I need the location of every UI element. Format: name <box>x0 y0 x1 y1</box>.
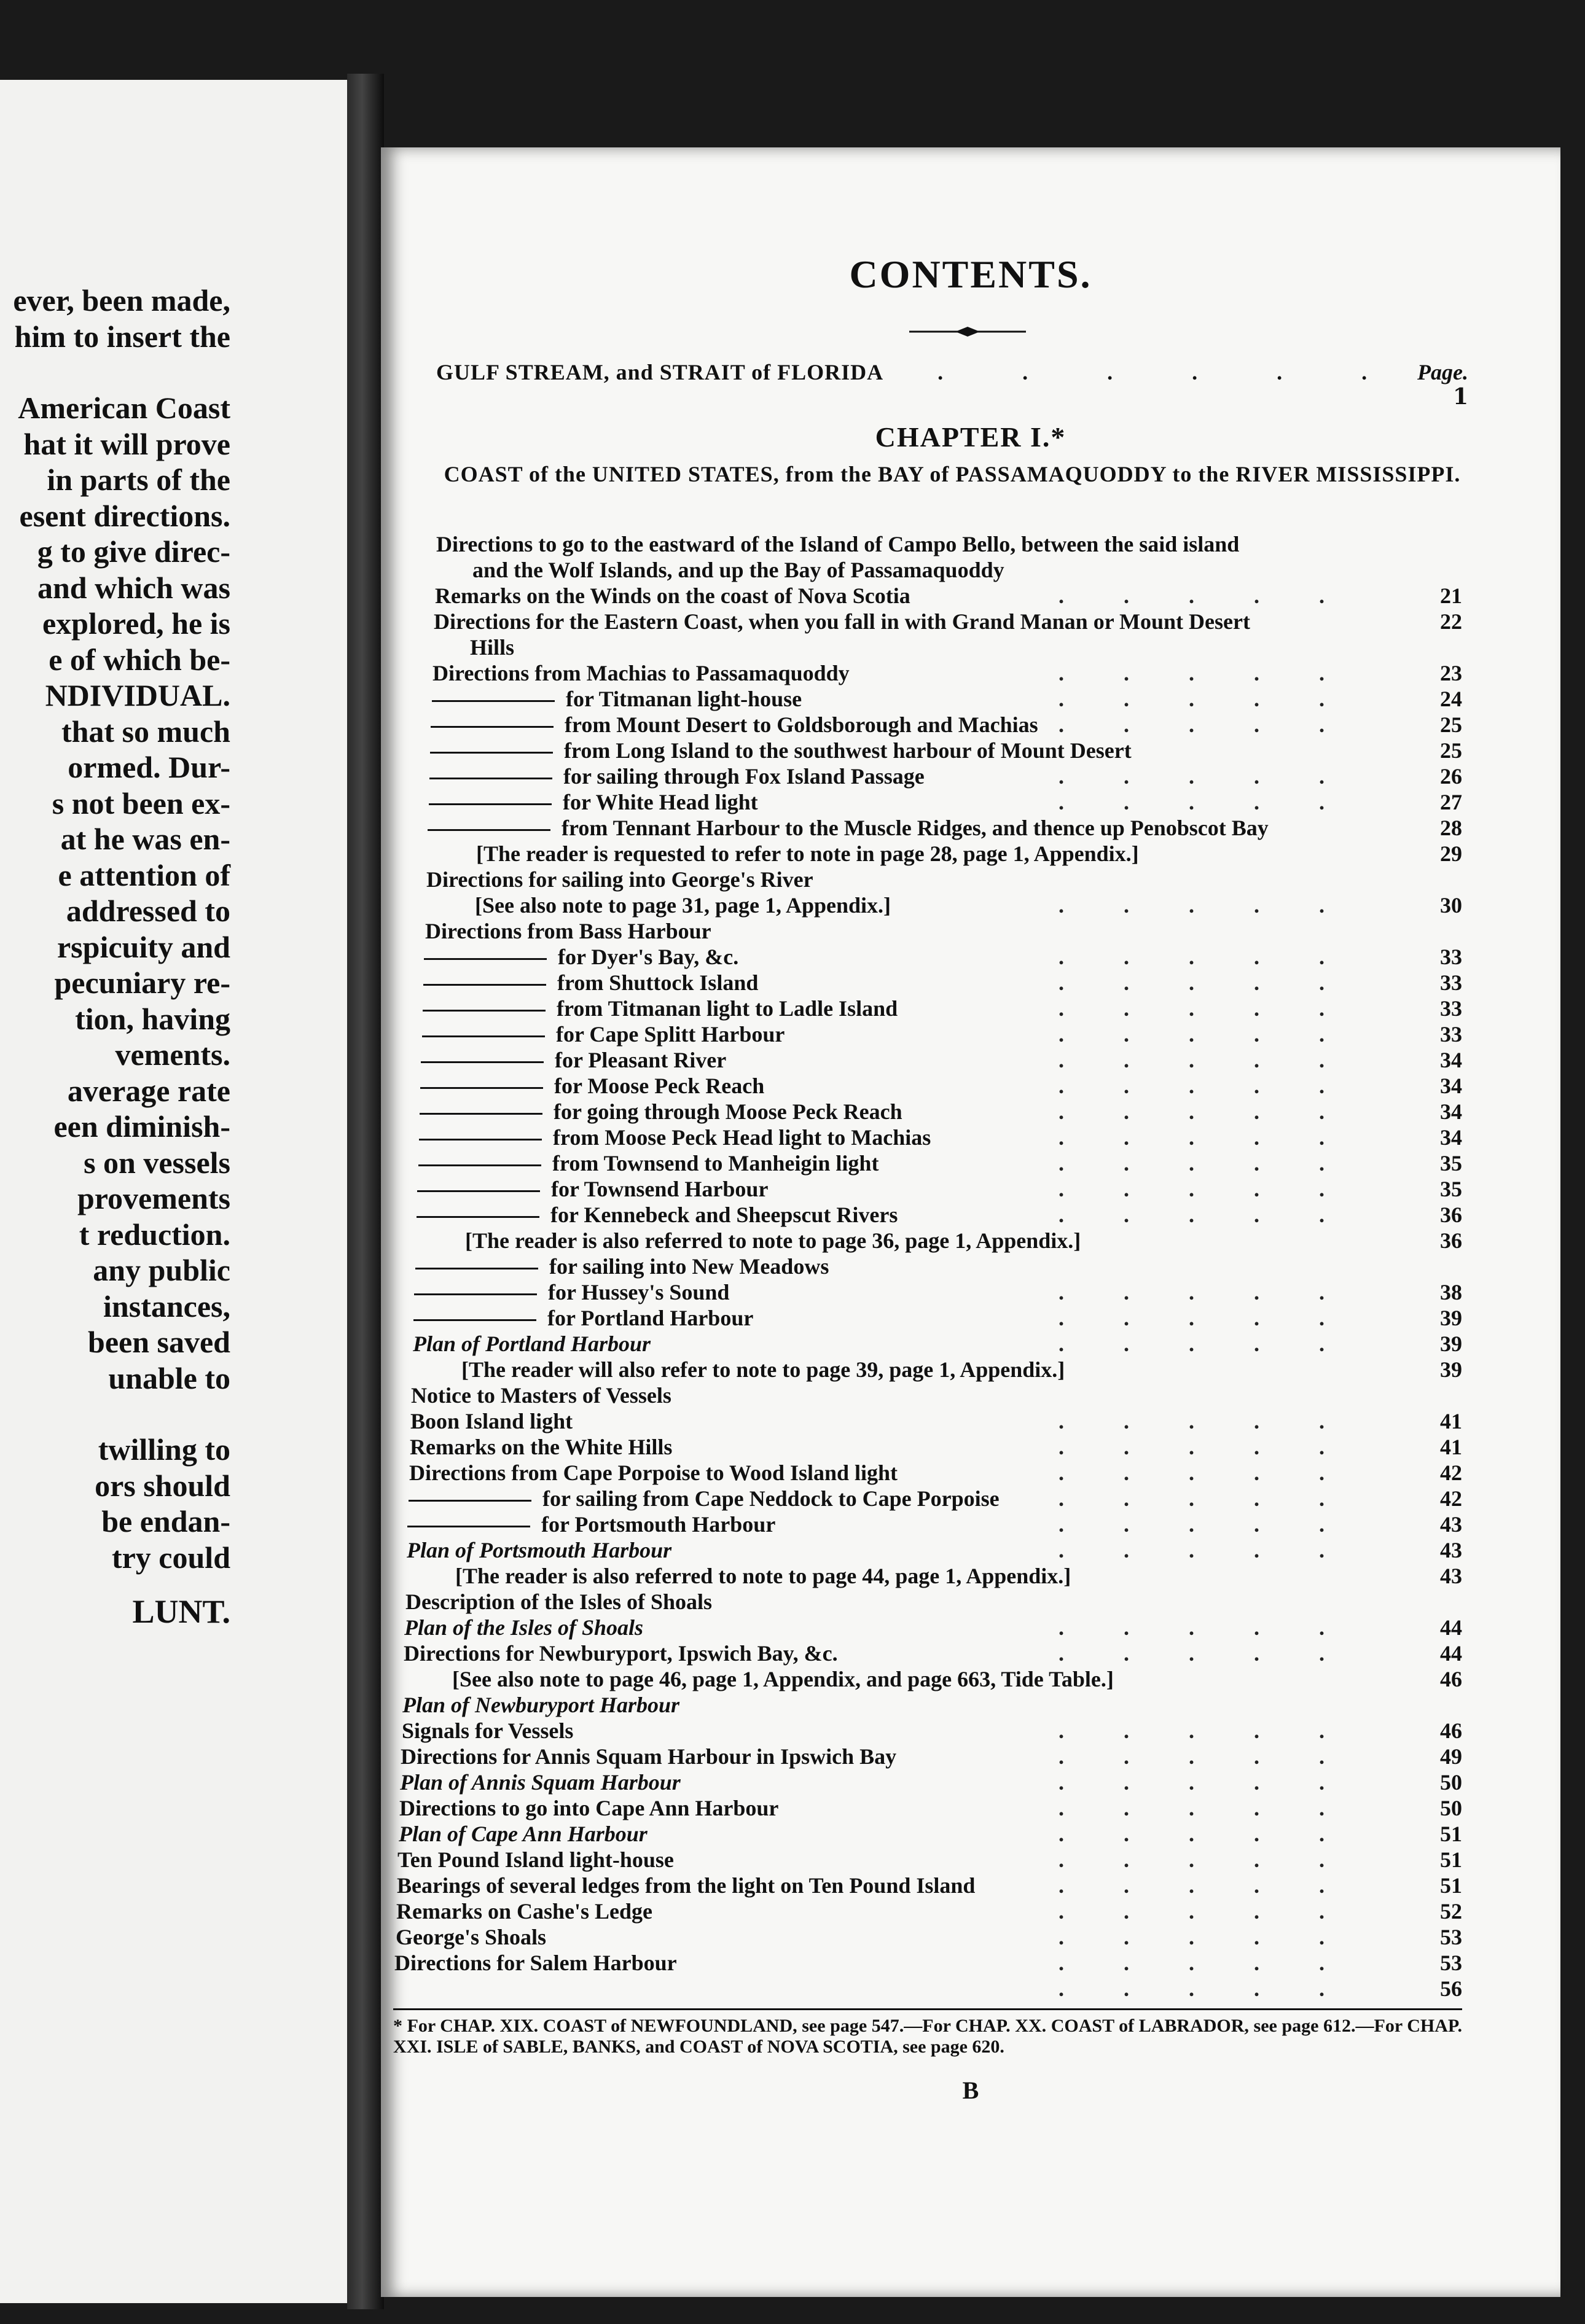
left-page-line: t reduction. <box>79 1217 230 1252</box>
entry-page-number: 34 <box>1440 1099 1462 1124</box>
contents-entry <box>381 1795 1560 1821</box>
left-page-line: een diminish- <box>53 1109 230 1144</box>
entry-page-number: 25 <box>1440 712 1462 737</box>
contents-entry <box>381 1331 1560 1357</box>
ditto-dash <box>429 778 552 779</box>
leader-dots: . . . . . <box>1059 1074 1352 1098</box>
entry-page-number: 46 <box>1440 1667 1462 1691</box>
leader-dots: . . . . . <box>1059 945 1352 969</box>
contents-entry <box>381 1047 1560 1073</box>
entry-page-number: 42 <box>1440 1460 1462 1485</box>
leader-dots: . . . . . <box>1059 970 1352 995</box>
left-page-line: rspicuity and <box>57 929 230 964</box>
entry-page-number: 41 <box>1440 1409 1462 1433</box>
entry-page-number: 24 <box>1440 687 1462 711</box>
entry-text: Remarks on Cashe's Ledge <box>396 1899 653 1924</box>
leader-dots: . . . . . <box>1059 1744 1352 1769</box>
entry-page-number: 33 <box>1440 945 1462 969</box>
contents-entry <box>381 1511 1560 1537</box>
left-page-line: him to insert the <box>14 319 230 354</box>
leader-dots: . . . . . <box>1059 1718 1352 1743</box>
ditto-dash <box>429 803 552 805</box>
left-page-line: explored, he is <box>42 606 230 641</box>
leader-dots: . . . . . <box>1059 1435 1352 1459</box>
contents-entry <box>381 996 1560 1021</box>
contents-entry <box>381 1021 1560 1047</box>
entry-text: Directions to go into Cape Ann Harbour <box>399 1796 779 1820</box>
contents-entry <box>381 1692 1560 1718</box>
entry-text: [See also note to page 46, page 1, Appendix, and page 663, Tide Table.] <box>452 1667 1114 1691</box>
left-page-line: average rate <box>67 1073 230 1108</box>
entry-page-number: 22 <box>1440 609 1462 634</box>
contents-entry <box>381 634 1560 660</box>
entry-page-number: 52 <box>1440 1899 1462 1924</box>
leader-dots: . . . . . <box>1059 1873 1352 1898</box>
left-page-line: instances, <box>103 1289 230 1324</box>
gulf-stream-page: 1 <box>1452 384 1468 410</box>
contents-entry <box>381 763 1560 789</box>
entry-text: and the Wolf Islands, and up the Bay of Passamaquoddy <box>472 558 1004 582</box>
left-page-line <box>0 354 230 390</box>
leader-dots: . . . . . <box>1059 1177 1352 1201</box>
entry-page-number: 51 <box>1440 1847 1462 1872</box>
entry-page-number: 44 <box>1440 1641 1462 1666</box>
title-ornament-icon <box>909 326 1026 338</box>
leader-dots: . . . . . <box>1059 1332 1352 1356</box>
leader-dots: . . . . . <box>1059 764 1352 789</box>
leader-dots: . . . . . <box>1059 1151 1352 1176</box>
leader-dots: . . . . . <box>1059 1409 1352 1433</box>
entry-text: Directions from Bass Harbour <box>425 919 711 943</box>
entry-page-number: 56 <box>1440 1976 1462 2001</box>
entry-page-number: 43 <box>1440 1564 1462 1588</box>
entry-text: for going through Moose Peck Reach <box>554 1099 902 1124</box>
entry-page-number: 50 <box>1440 1796 1462 1820</box>
leader-dots: . . . . . <box>1059 1951 1352 1975</box>
chapter-title: CHAPTER I.* <box>875 421 1066 453</box>
entry-text: Signals for Vessels <box>402 1718 574 1743</box>
leader-dots: . . . . . <box>1059 1615 1352 1640</box>
entry-text: Directions for Annis Squam Harbour in Ipswich Bay <box>401 1744 897 1769</box>
entry-page-number: 51 <box>1440 1873 1462 1898</box>
contents-entry <box>381 1202 1560 1228</box>
entry-page-number: 39 <box>1440 1332 1462 1356</box>
left-facing-page <box>0 80 347 2303</box>
left-page-line: e attention of <box>58 857 230 892</box>
entry-text: Bearings of several ledges from the light on Ten Pound Island <box>397 1873 976 1898</box>
left-page-line: s on vessels <box>84 1145 230 1180</box>
entry-text: for sailing into New Meadows <box>549 1254 829 1279</box>
entry-page-number: 53 <box>1440 1951 1462 1975</box>
leader-dots: . . . . . <box>1059 1125 1352 1150</box>
leader-dots: . . . . . <box>1059 1899 1352 1924</box>
contents-entry <box>381 815 1560 841</box>
entry-text: Directions for Newburyport, Ipswich Bay, &c. <box>404 1641 838 1666</box>
leader-dots: . . . . . <box>1059 1280 1352 1304</box>
contents-entry <box>381 1615 1560 1640</box>
left-page-line <box>0 1396 230 1432</box>
leader-dots: . . . . . <box>1059 583 1352 608</box>
contents-entry <box>381 1382 1560 1408</box>
contents-entry <box>381 1744 1560 1769</box>
contents-entry <box>381 686 1560 712</box>
entry-text: Hills <box>470 635 515 660</box>
entry-page-number: 50 <box>1440 1770 1462 1795</box>
entry-text: Description of the Isles of Shoals <box>405 1589 713 1614</box>
entry-text: Plan of Newburyport Harbour <box>402 1693 680 1717</box>
entry-page-number: 29 <box>1440 841 1462 866</box>
left-page-line: hat it will prove <box>23 426 230 461</box>
entry-page-number: 27 <box>1440 790 1462 814</box>
entry-text: [The reader will also refer to note to page 39, page 1, Appendix.] <box>461 1357 1065 1382</box>
contents-entry <box>381 1486 1560 1511</box>
left-page-line: s not been ex- <box>52 786 230 821</box>
entry-page-number: 33 <box>1440 996 1462 1021</box>
entry-text: from Long Island to the southwest harbour of Mount Desert <box>564 738 1132 763</box>
leader-dots: . . . . . <box>1059 1306 1352 1330</box>
entry-text: for Portsmouth Harbour <box>541 1512 776 1537</box>
contents-entry <box>381 1125 1560 1150</box>
contents-entry <box>381 738 1560 763</box>
left-page-line: try could <box>111 1540 230 1575</box>
entry-text: Remarks on the Winds on the coast of Nova Scotia <box>435 583 910 608</box>
leader-dots: . . . . . <box>1059 1847 1352 1872</box>
entry-page-number: 51 <box>1440 1822 1462 1846</box>
contents-entry <box>381 1460 1560 1486</box>
left-page-line: tion, having <box>75 1001 230 1036</box>
entry-text: for Moose Peck Reach <box>554 1074 765 1098</box>
entry-text: Plan of Portland Harbour <box>413 1332 651 1356</box>
contents-entry <box>381 557 1560 583</box>
entry-page-number: 39 <box>1440 1306 1462 1330</box>
entry-text: Directions from Cape Porpoise to Wood Island light <box>409 1460 898 1485</box>
entry-text: for Kennebeck and Sheepscut Rivers <box>550 1203 898 1227</box>
entry-text: [The reader is also referred to note to page 44, page 1, Appendix.] <box>455 1564 1071 1588</box>
contents-entry <box>381 1873 1560 1898</box>
gulf-stream-text: GULF STREAM, and STRAIT of FLORIDA <box>436 360 883 384</box>
left-page-text <box>0 283 230 1630</box>
ditto-dash <box>422 1035 545 1037</box>
contents-entry <box>381 789 1560 815</box>
leader-dots: . . . . . <box>1059 1925 1352 1949</box>
contents-entry <box>381 1537 1560 1563</box>
leader-dots: . . . . . <box>1059 1048 1352 1072</box>
entry-text: [The reader is also referred to note to page 36, page 1, Appendix.] <box>465 1228 1081 1253</box>
entry-text: Plan of Cape Ann Harbour <box>399 1822 648 1846</box>
ditto-dash <box>407 1526 530 1527</box>
entry-text: Plan of Portsmouth Harbour <box>407 1538 672 1562</box>
contents-entry <box>381 918 1560 944</box>
contents-entry <box>381 1589 1560 1615</box>
ditto-dash <box>413 1319 536 1321</box>
contents-entry <box>381 1176 1560 1202</box>
contents-entry <box>381 609 1560 634</box>
left-page-line: e of which be- <box>49 642 230 677</box>
entry-text: Directions from Machias to Passamaquoddy <box>432 661 850 685</box>
leader-dots: . . . . . <box>1059 1822 1352 1846</box>
ditto-dash <box>417 1190 540 1192</box>
contents-entry <box>381 1563 1560 1589</box>
entry-text: Notice to Masters of Vessels <box>411 1383 671 1408</box>
ditto-dash <box>432 700 555 702</box>
leader-dots: . . . . . <box>1059 1512 1352 1537</box>
entry-text: Directions for Salem Harbour <box>394 1951 677 1975</box>
leader-dots: . . . . . <box>1059 1460 1352 1485</box>
contents-entry <box>381 1718 1560 1744</box>
entry-text: from Shuttock Island <box>557 970 759 995</box>
entry-text: for Pleasant River <box>555 1048 727 1072</box>
entry-page-number: 41 <box>1440 1435 1462 1459</box>
ditto-dash <box>417 1216 539 1218</box>
contents-entry <box>381 1950 1560 1976</box>
contents-entry <box>381 1434 1560 1460</box>
entry-page-number: 42 <box>1440 1486 1462 1511</box>
leader-dots: . . . . . <box>1059 1641 1352 1666</box>
entry-text: Plan of the Isles of Shoals <box>404 1615 644 1640</box>
entry-page-number: 43 <box>1440 1538 1462 1562</box>
leader-dots: . . . . . <box>1059 1796 1352 1820</box>
entry-text: for White Head light <box>563 790 758 814</box>
footnote-text: * For CHAP. XIX. COAST of NEWFOUNDLAND, see page 547.—For CHAP. XX. COAST of LABRADOR, see page 612.—For CHAP. XXI. ISLE of SABLE, BANKS, and COAST of NOVA SCOTIA, see page 620. <box>393 2016 1462 2057</box>
entry-text: for Cape Splitt Harbour <box>556 1022 785 1047</box>
leader-dots: . . . . . <box>1059 790 1352 814</box>
entry-text: Plan of Annis Squam Harbour <box>400 1770 681 1795</box>
ditto-dash <box>420 1113 542 1115</box>
contents-entry <box>381 1821 1560 1847</box>
contents-entry <box>381 1640 1560 1666</box>
leader-dots: . . . . . <box>1059 893 1352 918</box>
left-page-line: American Coast <box>18 391 230 425</box>
leader-dots: . . . . . <box>1059 1203 1352 1227</box>
page-title: CONTENTS. <box>849 252 1092 296</box>
ditto-dash <box>420 1087 543 1089</box>
contents-entry <box>381 531 1560 557</box>
entry-page-number: 38 <box>1440 1280 1462 1304</box>
left-page-line: pecuniary re- <box>54 965 230 1000</box>
entry-text: from Tennant Harbour to the Muscle Ridges, and thence up Penobscot Bay <box>562 816 1269 840</box>
contents-entry <box>381 1150 1560 1176</box>
entry-page-number: 34 <box>1440 1125 1462 1150</box>
leader-dots: . . . . . <box>1059 1022 1352 1047</box>
contents-entry <box>381 970 1560 996</box>
entry-page-number: 34 <box>1440 1074 1462 1098</box>
entry-text: [The reader is requested to refer to note in page 28, page 1, Appendix.] <box>476 841 1139 866</box>
ditto-dash <box>430 752 553 754</box>
entry-text: for Portland Harbour <box>547 1306 754 1330</box>
entry-page-number: 30 <box>1440 893 1462 918</box>
book-spine <box>347 74 384 2309</box>
contents-entry <box>381 867 1560 892</box>
gulf-stream-entry: GULF STREAM, and STRAIT of FLORIDA . . . . . . <box>436 360 1404 384</box>
ditto-dash <box>414 1293 537 1295</box>
entry-page-number: 21 <box>1440 583 1462 608</box>
entry-text: [See also note to page 31, page 1, Appendix.] <box>475 893 891 918</box>
left-page-line: been saved <box>88 1325 230 1359</box>
entry-text: from Mount Desert to Goldsborough and Machias <box>565 712 1038 737</box>
entry-page-number: 36 <box>1440 1203 1462 1227</box>
entry-page-number: 25 <box>1440 738 1462 763</box>
left-page-line: ever, been made, <box>13 283 230 318</box>
entry-text: Boon Island light <box>410 1409 573 1433</box>
entry-text: for Townsend Harbour <box>551 1177 769 1201</box>
left-page-line: g to give direc- <box>37 534 230 569</box>
contents-entry <box>381 1408 1560 1434</box>
page-column-header: Page. <box>1417 360 1468 384</box>
left-page-line: and which was <box>37 570 230 605</box>
entry-page-number: 26 <box>1440 764 1462 789</box>
leader-dots: . . . . . <box>1059 661 1352 685</box>
contents-entry <box>381 1898 1560 1924</box>
entry-text: Ten Pound Island light-house <box>397 1847 674 1872</box>
left-page-line: addressed to <box>66 894 230 928</box>
left-page-signature: LUNT. <box>132 1593 230 1630</box>
leader-dots: . . . . . <box>1059 1538 1352 1562</box>
leader-dots: . . . . . <box>1059 687 1352 711</box>
entry-text: for Titmanan light-house <box>566 687 802 711</box>
contents-entry <box>381 660 1560 686</box>
contents-entry <box>381 583 1560 609</box>
entry-page-number: 53 <box>1440 1925 1462 1949</box>
left-page-line: vements. <box>115 1037 230 1072</box>
entry-text: for sailing from Cape Neddock to Cape Porpoise <box>542 1486 1000 1511</box>
ditto-dash <box>424 958 547 960</box>
contents-entry <box>381 1305 1560 1331</box>
entry-page-number: 36 <box>1440 1228 1462 1253</box>
entry-page-number: 44 <box>1440 1615 1462 1640</box>
footnote-rule <box>393 2008 1462 2010</box>
entry-page-number: 33 <box>1440 1022 1462 1047</box>
left-page-line: ormed. Dur- <box>68 750 230 784</box>
left-page-line: twilling to <box>98 1432 230 1467</box>
entry-text: from Titmanan light to Ladle Island <box>557 996 898 1021</box>
entry-page-number: 33 <box>1440 970 1462 995</box>
contents-page <box>381 147 1560 2297</box>
entry-page-number: 28 <box>1440 816 1462 840</box>
contents-entry <box>381 1924 1560 1950</box>
contents-entry <box>381 1099 1560 1125</box>
contents-entry <box>381 944 1560 970</box>
entry-page-number: 49 <box>1440 1744 1462 1769</box>
ditto-dash <box>418 1164 541 1166</box>
entry-page-number: 43 <box>1440 1512 1462 1537</box>
left-page-line: NDIVIDUAL. <box>45 678 230 712</box>
entry-text: for sailing through Fox Island Passage <box>563 764 925 789</box>
left-page-line: esent directions. <box>19 498 230 533</box>
left-page-line: at he was en- <box>60 822 230 856</box>
contents-entry <box>381 1769 1560 1795</box>
ditto-dash <box>423 1010 546 1012</box>
entry-page-number: 35 <box>1440 1177 1462 1201</box>
contents-entry <box>381 1279 1560 1305</box>
entry-page-number: 34 <box>1440 1048 1462 1072</box>
contents-entry <box>381 712 1560 738</box>
entry-text: for Dyer's Bay, &c. <box>558 945 739 969</box>
ditto-dash <box>421 1061 544 1063</box>
leader-dots: . . . . . <box>1059 1976 1352 2001</box>
left-page-line: provements <box>77 1181 230 1215</box>
left-page-line: any public <box>93 1253 230 1287</box>
contents-entry <box>381 1847 1560 1873</box>
entry-text: Directions for sailing into George's River <box>426 867 813 892</box>
leader-dots: . . . . . <box>1059 1770 1352 1795</box>
entry-page-number: 35 <box>1440 1151 1462 1176</box>
contents-entry <box>381 1357 1560 1382</box>
ditto-dash <box>415 1268 538 1269</box>
contents-entry <box>381 1073 1560 1099</box>
entry-page-number: 39 <box>1440 1357 1462 1382</box>
entry-text: George's Shoals <box>396 1925 547 1949</box>
signature-mark: B <box>962 2076 979 2104</box>
left-page-line: that so much <box>61 714 230 749</box>
entry-text: from Townsend to Manheigin light <box>552 1151 879 1176</box>
left-page-line: in parts of the <box>47 462 230 497</box>
entry-text: Directions to go to the eastward of the Island of Campo Bello, between the said island <box>436 532 1240 556</box>
ditto-dash <box>419 1139 542 1141</box>
entry-text: Directions for the Eastern Coast, when you fall in with Grand Manan or Mount Desert <box>434 609 1250 634</box>
left-page-line: ors should <box>95 1468 230 1503</box>
leader-dots: . . . . . <box>1059 1486 1352 1511</box>
leader-dots: . . . . . <box>1059 712 1352 737</box>
contents-entry <box>381 1666 1560 1692</box>
leader-dots: . . . . . <box>1059 1099 1352 1124</box>
chapter-subtitle: COAST of the UNITED STATES, from the BAY of PASSAMAQUODDY to the RIVER MISSISSIPPI. <box>444 462 1461 486</box>
contents-entry <box>381 1228 1560 1254</box>
contents-entry <box>381 892 1560 918</box>
ditto-dash <box>428 829 550 831</box>
entry-page-number: 46 <box>1440 1718 1462 1743</box>
entry-text: for Hussey's Sound <box>548 1280 730 1304</box>
entry-page-number: 23 <box>1440 661 1462 685</box>
left-page-line: unable to <box>108 1360 230 1395</box>
contents-entry <box>381 841 1560 867</box>
leader-dots: . . . . . <box>1059 996 1352 1021</box>
entry-text: from Moose Peck Head light to Machias <box>553 1125 931 1150</box>
entry-text: Remarks on the White Hills <box>410 1435 673 1459</box>
contents-list <box>381 531 1560 2001</box>
left-page-line: be endan- <box>101 1504 230 1538</box>
ditto-dash <box>409 1500 531 1502</box>
contents-entry <box>381 1254 1560 1279</box>
ditto-dash <box>423 984 546 986</box>
ditto-dash <box>431 726 554 728</box>
